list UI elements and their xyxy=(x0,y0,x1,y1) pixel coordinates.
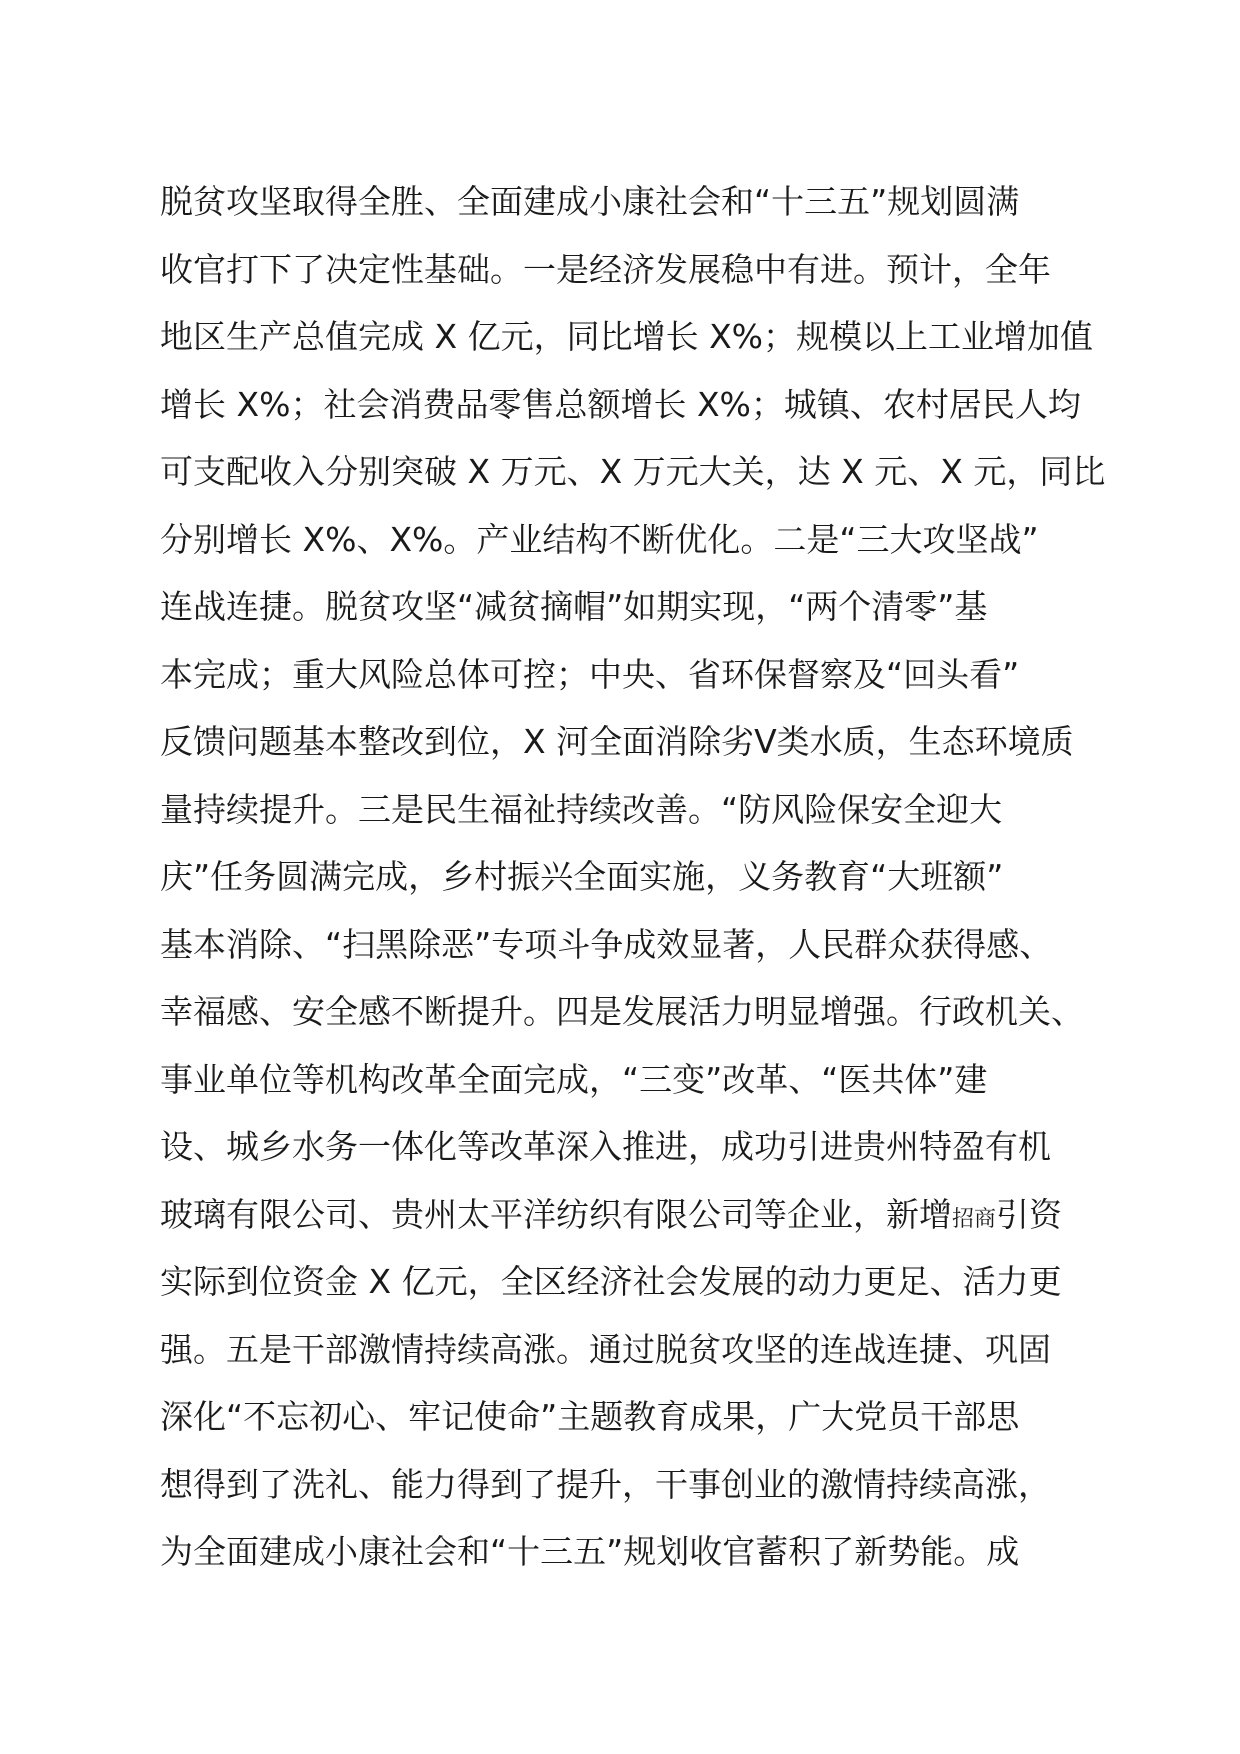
text-line: 脱贫攻坚取得全胜、全面建成小康社会和“十三五”规划圆满 xyxy=(160,182,1020,221)
text-line: 反馈问题基本整改到位，X 河全面消除劣Ⅴ类水质，生态环境质 xyxy=(160,722,1074,761)
text-line-mixed xyxy=(160,1181,1120,1249)
text-segment: 引资 xyxy=(996,1194,1063,1234)
body-paragraph xyxy=(160,168,1120,1586)
text-line: 分别增长 X%、X%。产业结构不断优化。二是“三大攻坚战” xyxy=(160,519,1039,559)
small-text-segment: 招商 xyxy=(952,1206,997,1232)
text-line: 地区生产总值完成 X 亿元，同比增长 X%；规模以上工业增加值 xyxy=(160,317,1094,356)
text-line: 连战连捷。脱贫攻坚“减贫摘帽”如期实现，“两个清零”基 xyxy=(160,587,988,626)
text-line: 实际到位资金 X 亿元，全区经济社会发展的动力更足、活力更 xyxy=(160,1262,1062,1301)
text-line: 收官打下了决定性基础。一是经济发展稳中有进。预计，全年 xyxy=(160,249,1051,289)
text-line: 设、城乡水务一体化等改革深入推进，成功引进贵州特盈有机 xyxy=(160,1127,1051,1166)
text-line: 本完成；重大风险总体可控；中央、省环保督察及“回头看” xyxy=(160,654,1020,694)
text-line: 量持续提升。三是民生福祉持续改善。“防风险保安全迎大 xyxy=(160,789,1003,829)
text-line: 幸福感、安全感不断提升。四是发展活力明显增强。行政机关、 xyxy=(160,992,1084,1031)
text-line: 想得到了洗礼、能力得到了提升，干事创业的激情持续高涨， xyxy=(160,1464,1051,1504)
text-line: 深化“不忘初心、牢记使命”主题教育成果，广大党员干部思 xyxy=(160,1397,1020,1436)
text-segment: 玻璃有限公司、贵州太平洋纺织有限公司等企业，新增 xyxy=(160,1194,952,1234)
text-line: 强。五是干部激情持续高涨。通过脱贫攻坚的连战连捷、巩固 xyxy=(160,1329,1051,1369)
text-line: 增长 X%；社会消费品零售总额增长 X%；城镇、农村居民人均 xyxy=(160,384,1081,424)
text-line: 基本消除、“扫黑除恶”专项斗争成效显著，人民群众获得感、 xyxy=(160,924,1053,964)
text-line: 庆”任务圆满完成，乡村振兴全面实施，义务教育“大班额” xyxy=(160,857,1004,896)
text-line: 事业单位等机构改革全面完成，“三变”改革、“医共体”建 xyxy=(160,1059,988,1099)
text-line: 可支配收入分别突破 X 万元、X 万元大关，达 X 元、X 元，同比 xyxy=(160,452,1106,491)
text-line: 为全面建成小康社会和“十三五”规划收官蓄积了新势能。成 xyxy=(160,1532,1020,1571)
